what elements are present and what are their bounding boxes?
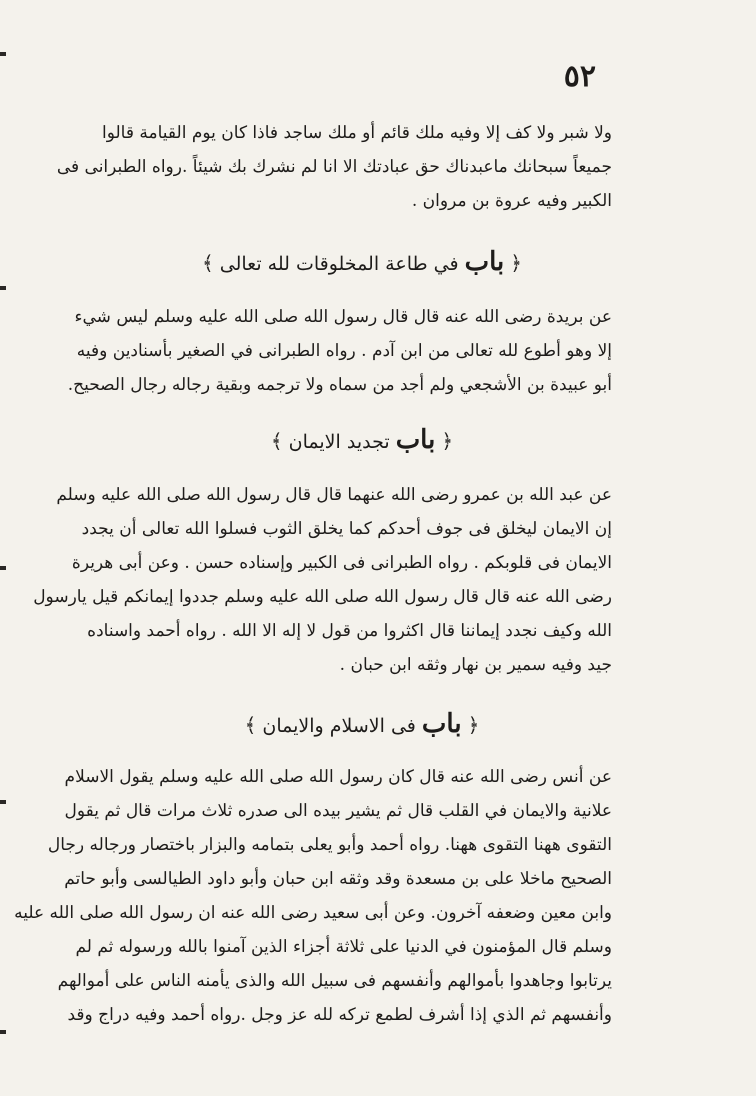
paragraph-continuation: [56, 116, 612, 218]
chapter-heading-renewing-faith: [112, 420, 612, 460]
text-line: عن أنس رضى الله عنه قال كان رسول الله صلى الله عليه وسلم يقول الاسلام: [64, 767, 612, 787]
text-line: الصحيح ماخلا على بن مسعدة وقد وثقه ابن حبان وأبو داود الطيالسى وأبو حاتم: [64, 869, 612, 889]
text-line: الايمان فى قلوبكم . رواه الطبرانى فى الكبير وإسناده حسن . وعن أبى هريرة: [71, 553, 612, 573]
binding-mark: [0, 1030, 6, 1034]
text-line: رضى الله عنه قال قال رسول الله صلى الله عليه وسلم جددوا إيمانكم قيل يارسول: [33, 587, 612, 607]
text-line: جيد وفيه سمير بن نهار وثقه ابن حبان .: [339, 655, 612, 675]
ornate-bracket-open: ﴿: [467, 713, 480, 737]
text-line: وأنفسهم ثم الذي إذا أشرف لطمع تركه لله عز وجل .رواه أحمد وفيه دراج وقد: [67, 1005, 612, 1025]
binding-mark: [0, 566, 6, 570]
text-line: وابن معين وضعفه آخرون. وعن أبى سعيد رضى الله عنه ان رسول الله صلى الله عليه: [14, 903, 612, 923]
text-line: الكبير وفيه عروة بن مروان .: [411, 191, 612, 211]
ornate-bracket-close: ﴾: [270, 429, 283, 453]
binding-mark: [0, 286, 6, 290]
text-line: علانية والايمان في القلب قال ثم يشير بيده الى صدره ثلاث مرات قال ثم يقول: [64, 801, 612, 821]
chapter-word: باب: [464, 247, 505, 277]
binding-mark: [0, 800, 6, 804]
ornate-bracket-open: ﴿: [441, 429, 454, 453]
ornate-bracket-close: ﴾: [201, 251, 214, 275]
paragraph-islam-and-faith: [14, 760, 612, 1032]
text-line: أبو عبيدة بن الأشجعي ولم أجد من سماه ولا ترجمه وبقية رجاله رجال الصحيح.: [67, 375, 612, 395]
text-line: التقوى ههنا التقوى ههنا. رواه أحمد وأبو يعلى بتمامه والبزار باختصار ورجاله رجال: [47, 835, 612, 855]
chapter-title: فى الاسلام والايمان: [262, 715, 416, 737]
text-line: إن الايمان ليخلق فى جوف أحدكم كما يخلق الثوب فسلوا الله تعالى أن يجدد: [81, 519, 612, 539]
text-line: جميعاً سبحانك ماعبدناك حق عبادتك الا انا لم نشرك بك شيئاً .رواه الطبرانى فى: [56, 157, 612, 177]
chapter-title: تجديد الايمان: [288, 431, 390, 453]
chapter-word: باب: [395, 425, 436, 455]
ornate-bracket-open: ﴿: [510, 251, 523, 275]
text-line: عن عبد الله بن عمرو رضى الله عنهما قال قال رسول الله صلى الله عليه وسلم: [56, 485, 612, 505]
paragraph-renewing-faith: [33, 478, 612, 682]
text-line: وسلم قال المؤمنون في الدنيا على ثلاثة أجزاء الذين آمنوا بالله ورسوله ثم لم: [75, 937, 612, 957]
text-line: يرتابوا وجاهدوا بأموالهم وأنفسهم فى سبيل الله والذى يأمنه الناس على أموالهم: [57, 971, 612, 991]
chapter-heading-obedience: [112, 242, 612, 282]
chapter-title: في طاعة المخلوقات لله تعالى: [219, 253, 459, 275]
paragraph-obedience: [67, 300, 612, 402]
text-line: إلا وهو أطوع لله تعالى من ابن آدم . رواه الطبرانى في الصغير بأسنادين وفيه: [76, 341, 612, 361]
ornate-bracket-close: ﴾: [244, 713, 257, 737]
text-line: الله وكيف نجدد إيماننا قال اكثروا من قول لا إله الا الله . رواه أحمد واسناده: [87, 621, 612, 641]
binding-mark: [0, 52, 6, 56]
page-number: ٥٢: [563, 59, 596, 94]
chapter-heading-islam-and-faith: [112, 704, 612, 744]
text-line: ولا شبر ولا كف إلا وفيه ملك قائم أو ملك ساجد فاذا كان يوم القيامة قالوا: [102, 123, 612, 143]
text-line: عن بريدة رضى الله عنه قال قال رسول الله صلى الله عليه وسلم ليس شيء: [74, 307, 612, 327]
chapter-word: باب: [421, 709, 462, 739]
